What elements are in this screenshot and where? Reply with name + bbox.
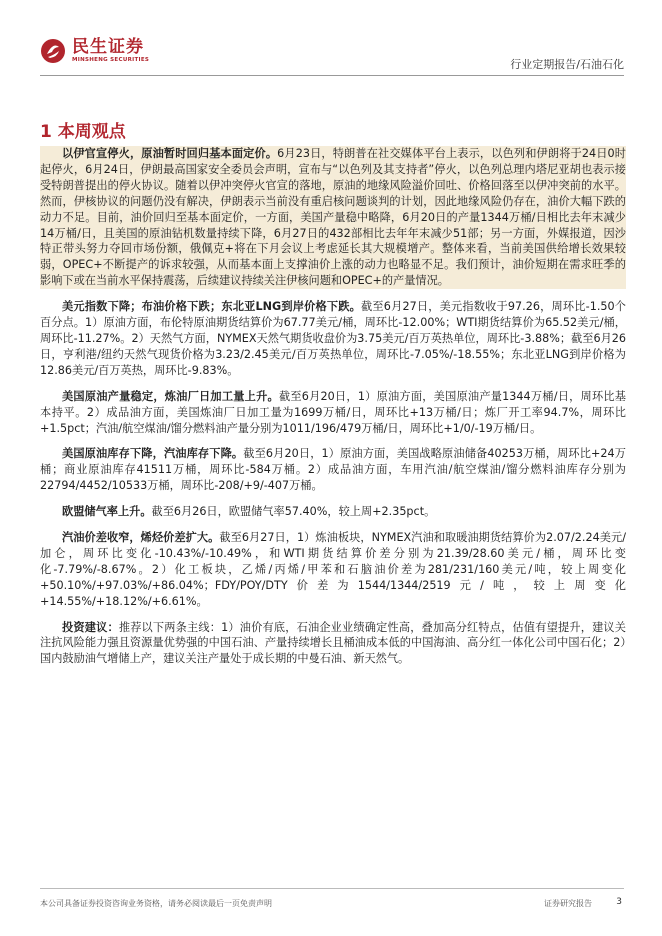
paragraph-text: 6月23日，特朗普在社交媒体平台上表示，以色列和伊朗将于24日0时起停火，6月24日，伊朗最高国家安全委员会声明，宣布与“以色列及其支持者”停火，以色列总理内塔尼亚胡也表示接受特朗普提出的停火协议。随着以伊冲突停火官宣的落地，原油的地缘风险溢价回吐、价格回落至以伊冲突前的水平。然而，伊核协议的问题仍没有解决，伊朗表示当前没有重启核问题谈判的计划，因此地缘风险仍存在，油价大幅下跌的动力不足。目前，油价回归至基本面定价，一方面，美国产量稳中略降，6月20日的产量1344万桶/日相比去年末减少14万桶/日，且美国的原油钻机数量持续下降，6月27日的432部相比去年年末减少51部；另一方面，外媒报道，因沙特正带头努力夺回市场份额，俄佩克+将在下月会议上考虑延长其大规模增产。整体来看，当前美国供给增长效果较弱，OPEC+不断提产的诉求较强，从而基本面上支撑油价上涨的动力也略显不足。我们预计，油价短期在需求旺季的影响下或在当前水平保持震荡，后续建议持续关注伊核问题和OPEC+的产量情况。: [40, 147, 626, 288]
paragraph-lead: 美国原油库存下降，汽油库存下降。: [62, 447, 244, 461]
paragraph-inventory: [40, 446, 626, 494]
header-divider: [40, 75, 624, 76]
paragraph-text: 截至6月20日，1）原油方面，美国原油产量1344万桶/日，周环比基本持平。2）成品油方面，美国炼油厂日加工量为1699万桶/日，周环比+13万桶/日；炼厂开工率94.7%，周环比+1.5pct；汽油/航空煤油/馏分燃料油产量分别为1011/196/479万桶/日，周环比+1/0/-19万桶/日。: [40, 389, 626, 435]
paragraph-text: 截至6月20日，1）原油方面，美国战略原油储备40253万桶，周环比+24万桶；商业原油库存41511万桶，周环比-584万桶。2）成品油方面，车用汽油/航空煤油/馏分燃料油库存分别为22794/4452/10533万桶，周环比-208/+9/-407万桶。: [40, 447, 626, 493]
paragraph-text: 推荐以下两条主线：1）油价有底，石油企业业绩确定性高，叠加高分红特点，估值有望提升，建议关注抗风险能力强且资源量优势强的中国石油、产量持续增长且桶油成本低的中国海油、高分红一体化公司中国石化；2）国内鼓励油气增储上产，建议关注产量处于成长期的中曼石油、新天然气。: [40, 620, 626, 666]
logo-chinese-name: 民生证券: [72, 37, 144, 57]
paragraph-geopolitics: [40, 146, 626, 289]
paragraph-text: 截至6月27日，美元指数收于97.26，周环比-1.50个百分点。1）原油方面，布伦特原油期货结算价为67.77美元/桶，周环比-12.00%；WTI期货结算价为65.52美元/桶，周环比-11.27%。2）天然气方面，NYMEX天然气期货收盘价为3.75美元/百万英热单位，周环比-3.88%；截至6月26日，亨利港/纽约天然气现货价格为3.23/2.45美元/百万英热单位，周环比-7.05%/-18.55%；东北亚LNG到岸价格为12.86美元/百万英热，周环比-9.83%。: [40, 300, 626, 377]
paragraph-text: 截至6月26日，欧盟储气率57.40%，较上周+2.35pct。: [151, 505, 436, 519]
report-body: [40, 146, 626, 667]
paragraph-lead: 投资建议：: [62, 620, 119, 634]
paragraph-lead: 美国原油产量稳定，炼油厂日加工量上升。: [62, 389, 279, 403]
paragraph-lead: 以伊官宣停火，原油暂时回归基本面定价。: [62, 147, 278, 160]
paragraph-production: [40, 389, 626, 437]
footer-divider: [40, 888, 624, 889]
paragraph-eu-gas-storage: [40, 504, 626, 520]
page-number: 3: [616, 897, 622, 907]
minsheng-logo-icon: [40, 38, 66, 64]
paragraph-spreads: [40, 530, 626, 610]
footer-disclaimer: 本公司具备证券投资咨询业务资格，请务必阅读最后一页免责声明: [40, 899, 272, 908]
paragraph-lead: 美元指数下降；布油价格下跌；东北亚LNG到岸价格下跌。: [62, 300, 361, 314]
report-category: 行业定期报告/石油石化: [510, 58, 624, 71]
paragraph-prices: [40, 299, 626, 379]
logo-english-name: MINSHENG SECURITIES: [72, 57, 150, 63]
paragraph-lead: 汽油价差收窄，烯烃价差扩大。: [62, 531, 220, 545]
section-title: 1 本周观点: [40, 122, 126, 142]
brand-logo: [40, 38, 149, 64]
paragraph-lead: 欧盟储气率上升。: [62, 505, 152, 519]
footer-report-type: 证券研究报告: [544, 899, 592, 908]
page-header: [0, 0, 662, 82]
paragraph-investment-advice: [40, 620, 626, 668]
paragraph-text: 截至6月27日，1）炼油板块，NYMEX汽油和取暖油期货结算价为2.07/2.24美元/加仑，周环比变化-10.43%/-10.49%，和WTI期货结算价差分别为21.39/28.60美元/桶，周环比变化-7.79%/-8.67%。2）化工板块，乙烯/丙烯/甲苯和石脑油价差为281/231/160美元/吨，较上周变化+50.10%/+97.03%/+86.04%；FDY/POY/DTY价差为1544/1344/2519元/吨，较上周变化+14.55%/+18.12%/+6.61%。: [40, 531, 626, 608]
